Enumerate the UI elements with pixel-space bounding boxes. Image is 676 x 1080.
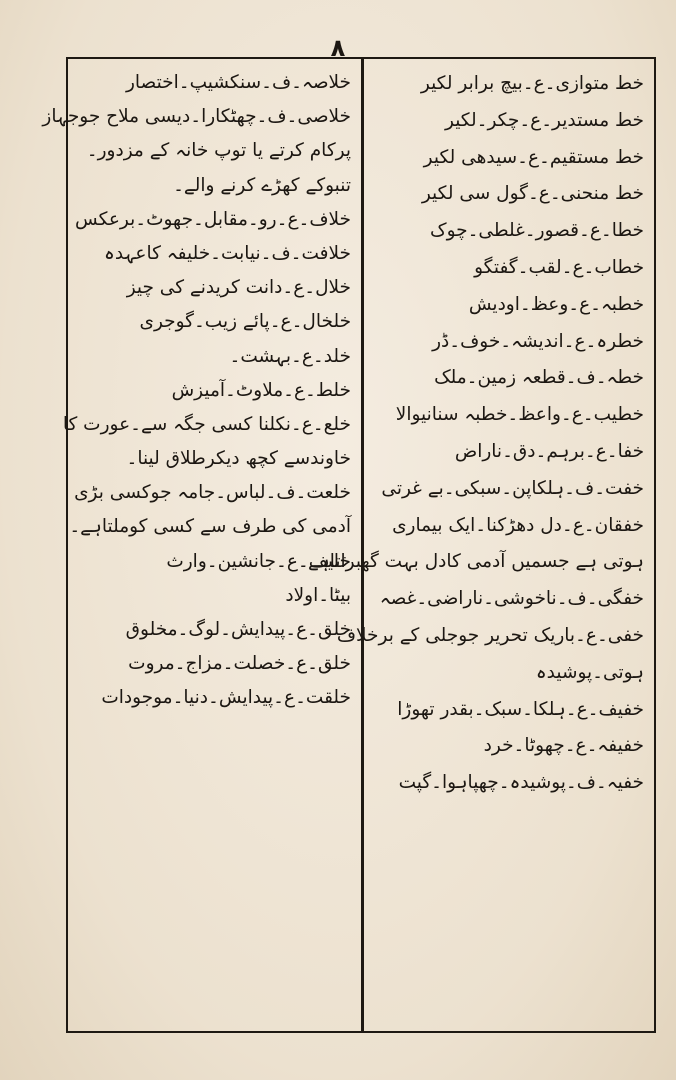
entry-line: خلخال۔ع۔پائے زیب۔گوجری	[139, 311, 351, 333]
entry-line: خلق۔ع۔خصلت۔مزاج۔مروت	[128, 653, 351, 675]
entry-line: خلافت۔ف۔نیابت۔خلیفہ کاعہدہ	[104, 242, 351, 264]
entry-line: خلال۔ع۔دانت کریدنے کی چیز	[126, 277, 351, 299]
entry-line: خطا۔ع۔قصور۔غلطی۔چوک	[430, 220, 644, 242]
entry-line: ہوتی۔پوشیدہ	[535, 661, 644, 683]
entry-line: خلیف۔ع۔جانشین۔وارث	[166, 550, 351, 572]
entry-line: خاوندسے کچھ دیکرطلاق لینا۔	[126, 448, 351, 470]
entry-line: پرکام کرتے یا توپ خانہ کے مزدور۔	[86, 140, 351, 162]
entry-line: خفقان۔ع۔دل دھڑکنا۔ایک بیماری	[392, 514, 644, 536]
entry-line: خفی۔ع۔باریک تحریر جوجلی کے برخلاف	[336, 624, 644, 646]
entry-line: خطبہ۔ع۔وعظ۔اودیش	[468, 293, 644, 315]
entry-line: خلاف۔ع۔رو۔مقابل۔جھوٹ۔برعکس	[75, 208, 351, 230]
entry-line: خطیب۔ع۔واعظ۔خطبہ سنانیوالا	[395, 404, 644, 426]
entry-line: ہوتی ہے جسمیں آدمی کادل بہت گھبراتاہے	[308, 551, 644, 573]
left-column	[42, 66, 359, 1026]
entry-line: خلاصی۔ف۔چھٹکارا۔دیسی ملاح جوجہاز	[42, 106, 351, 128]
entry-line: خطاب۔ع۔لقب۔گفتگو	[474, 256, 644, 278]
entry-line: خفا۔ع۔برہم۔دق۔ناراض	[454, 440, 644, 462]
entry-line: خفت۔ف۔ہلکاپن۔سبکی۔بے غرتی	[381, 477, 644, 499]
entry-line: خط مستدیر۔ع۔چکر۔لکیر	[444, 109, 644, 131]
entry-line: بیٹا۔اولاد	[285, 584, 351, 606]
entry-line: خلقت۔ع۔پیدایش۔دنیا۔موجودات	[101, 687, 351, 709]
entry-line: آدمی کی طرف سے کسی کوملتاہے۔	[69, 516, 351, 538]
entry-line: خلع۔ع۔نکلنا کسی جگہ سے۔عورت کا	[62, 413, 351, 435]
entry-line: خلعت۔ف۔لباس۔جامہ جوکسی بڑی	[74, 482, 351, 504]
entry-line: خلاصہ۔ف۔سنکشیپ۔اختصار	[125, 72, 351, 93]
entry-line: خفیفہ۔ع۔چھوٹا۔خرد	[483, 735, 644, 757]
entry-line: خط متوازی۔ع۔بیچ برابر لکیر	[420, 73, 644, 94]
entry-line: خط مستقیم۔ع۔سیدھی لکیر	[423, 146, 644, 168]
entry-line: تنبوکے کھڑے کرنے والے۔	[173, 174, 351, 196]
entry-line: خفیف۔ع۔ہلکا۔سبک۔بقدر تھوڑا	[397, 698, 644, 720]
entry-line: خلق۔ع۔پیدایش۔لوگ۔مخلوق	[125, 619, 351, 640]
entry-line: خفگی۔ف۔ناخوشی۔ناراضی۔غصہ	[379, 588, 644, 610]
entry-line: خطرہ۔ع۔اندیشہ۔خوف۔ڈر	[432, 330, 644, 352]
page-number: ۸	[330, 34, 346, 62]
entry-line: خلط۔ع۔ملاوٹ۔آمیزش	[171, 379, 351, 401]
entry-line: خطہ۔ف۔قطعہ زمین۔ملک	[434, 367, 644, 389]
entry-line: خفیہ۔ف۔پوشیدہ۔چھپاہوا۔گپت	[398, 772, 644, 794]
entry-line: خط منحنی۔ع۔گول سی لکیر	[421, 183, 644, 205]
entry-line: خلد۔ع۔بہشت۔	[229, 345, 351, 367]
